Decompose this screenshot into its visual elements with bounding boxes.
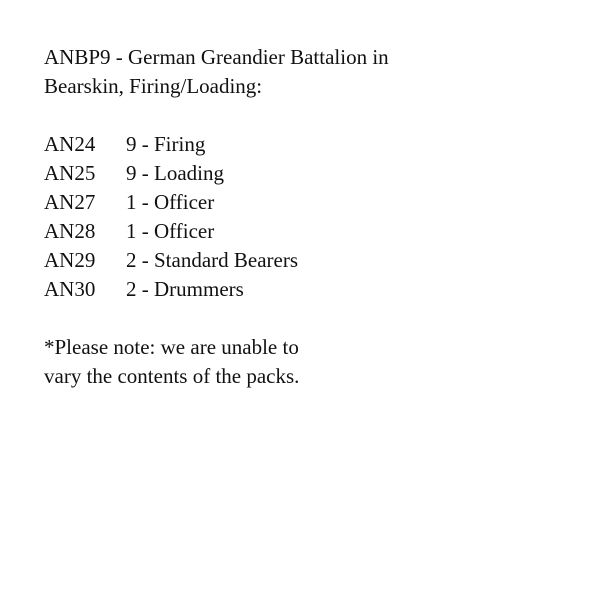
pack-description: 2 - Drummers <box>126 277 244 301</box>
pack-row <box>44 275 584 304</box>
title-line-2: Bearskin, Firing/Loading: <box>44 74 263 98</box>
note-line-1: *Please note: we are unable to <box>44 335 299 359</box>
pack-code: AN27 <box>44 190 96 214</box>
pack-description: 9 - Firing <box>126 132 206 156</box>
pack-code: AN24 <box>44 132 96 156</box>
pack-description: 2 - Standard Bearers <box>126 248 299 272</box>
pack-description: 9 - Loading <box>126 161 224 185</box>
pack-code: AN28 <box>44 219 96 243</box>
pack-row <box>44 188 584 217</box>
pack-code: AN30 <box>44 277 96 301</box>
product-description <box>44 43 584 391</box>
pack-description: 1 - Officer <box>126 219 215 243</box>
pack-note <box>44 333 584 391</box>
pack-row <box>44 159 584 188</box>
spacer <box>44 101 584 130</box>
pack-code: AN25 <box>44 161 96 185</box>
pack-description: 1 - Officer <box>126 190 215 214</box>
pack-row <box>44 130 584 159</box>
pack-row <box>44 217 584 246</box>
spacer <box>44 304 584 333</box>
note-line-2: vary the contents of the packs. <box>44 364 300 388</box>
product-title <box>44 43 584 101</box>
pack-row <box>44 246 584 275</box>
pack-list <box>44 130 584 304</box>
title-line-1: ANBP9 - German Greandier Battalion in <box>44 45 389 69</box>
pack-code: AN29 <box>44 248 96 272</box>
